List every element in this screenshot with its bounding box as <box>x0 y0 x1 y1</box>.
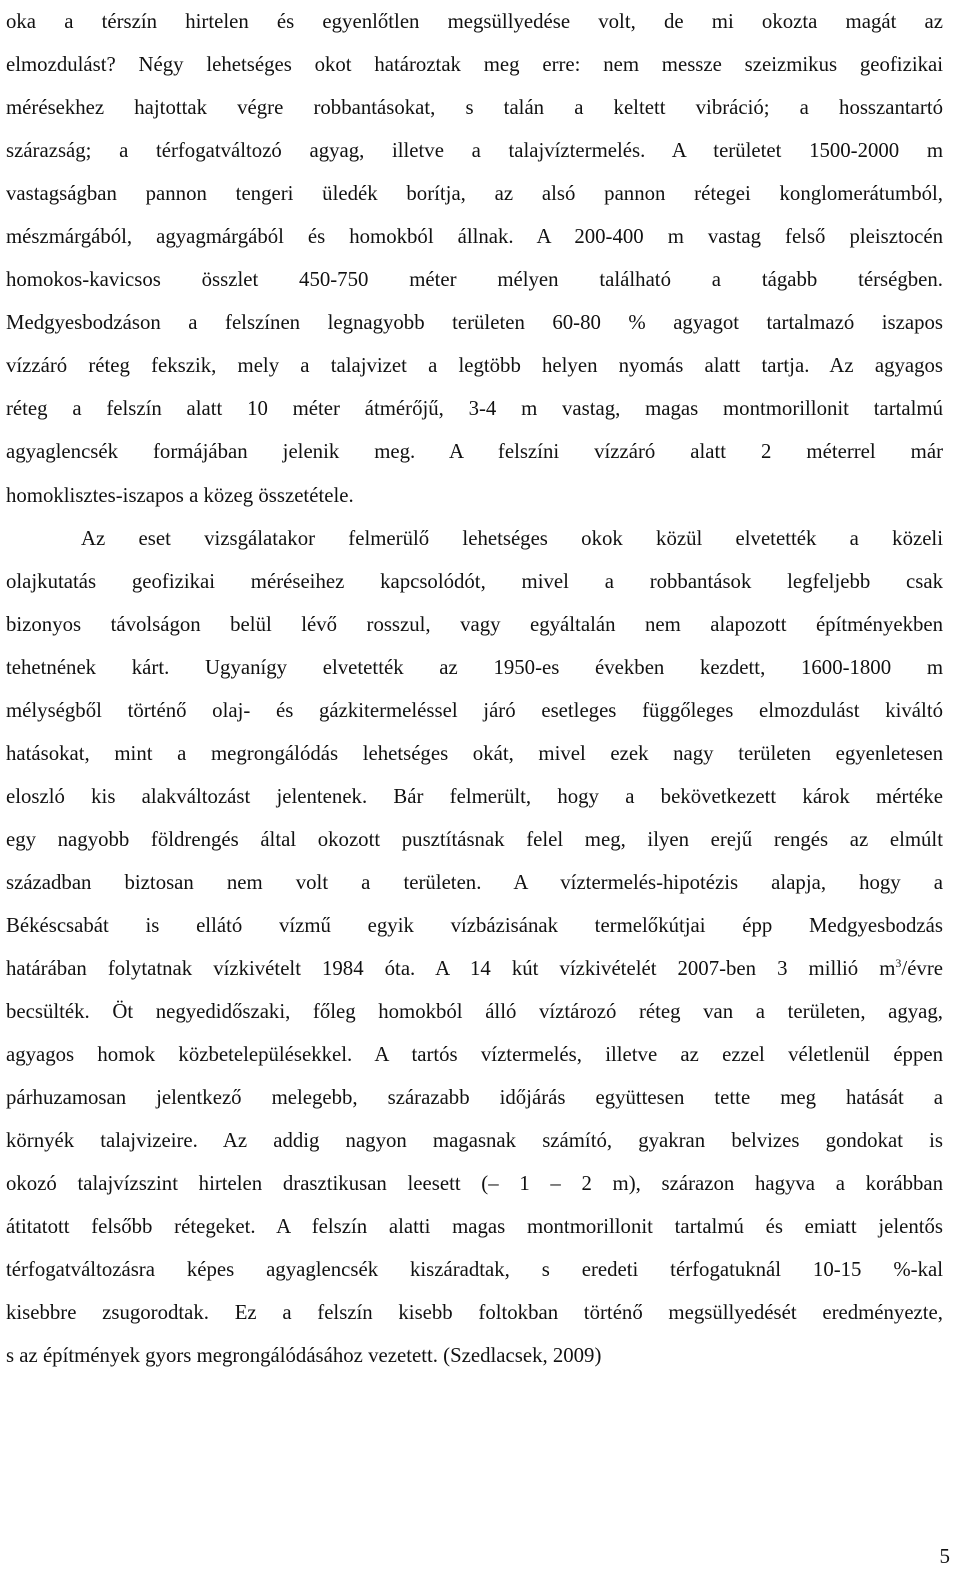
text-line: mészmárgából, agyagmárgából és homokból állnak. A 200-400 m vastag felső pleisztocén <box>6 225 943 249</box>
text-line: oka a térszín hirtelen és egyenlőtlen megsüllyedése volt, de mi okozta magát az <box>6 10 943 33</box>
text-line: olajkutatás geofizikai méréseihez kapcsolódót, mivel a robbantások legfeljebb csak <box>6 569 943 593</box>
text-line: vízzáró réteg fekszik, mely a talajvizet a legtöbb helyen nyomás alatt tartja. Az agyagos <box>6 354 943 378</box>
text-line: Medgyesbodzáson a felszínen legnagyobb területen 60-80 % agyagot tartalmazó iszapos <box>6 311 943 335</box>
text-line: bizonyos távolságon belül lévő rosszul, vagy egyáltalán nem alapozott építményekben <box>6 612 943 636</box>
superscript: 3 <box>895 956 902 971</box>
text-line: okozó talajvízszint hirtelen drasztikusan leesett (– 1 – 2 m), szárazon hagyva a korábban <box>6 1172 943 1196</box>
text-line: becsülték. Öt negyedidőszaki, főleg homokból álló víztározó réteg van a területen, agyag, <box>6 1000 943 1024</box>
page-number: 5 <box>939 1544 950 1568</box>
text-line: homoklisztes-iszapos a közeg összetétele. <box>6 483 354 507</box>
text-line: homokos-kavicsos összlet 450-750 méter mélyen található a tágabb térségben. <box>6 268 943 292</box>
text-line: réteg a felszín alatt 10 méter átmérőjű, 3-4 m vastag, magas montmorillonit tartalmú <box>6 397 943 421</box>
text-line: agyagos homok közbetelepülésekkel. A tartós víztermelés, illetve az ezzel véletlenül éppen <box>6 1043 943 1067</box>
text-line: elmozdulást? Négy lehetséges okot határoztak meg erre: nem messze szeizmikus geofizikai <box>6 53 943 77</box>
text-line: vastagságban pannon tengeri üledék borítja, az alsó pannon rétegei konglomerátumból, <box>6 182 943 206</box>
text-line: környék talajvizeire. Az addig nagyon magasnak számító, gyakran belvizes gondokat is <box>6 1129 943 1153</box>
text-line: kisebbre zsugorodtak. Ez a felszín kisebb foltokban történő megsüllyedését eredményezte, <box>6 1301 943 1325</box>
text-line: mérésekhez hajtottak végre robbantásokat, s talán a keltett vibráció; a hosszantartó <box>6 96 943 120</box>
text-line <box>6 947 943 990</box>
text-line: században biztosan nem volt a területen. A víztermelés-hipotézis alapja, hogy a <box>6 870 943 894</box>
text-line: térfogatváltozásra képes agyaglencsék kiszáradtak, s eredeti térfogatuknál 10-15 %-kal <box>6 1258 943 1282</box>
text-line: párhuzamosan jelentkező melegebb, szárazabb időjárás együttesen tette meg hatását a <box>6 1086 943 1110</box>
text-line: hatásokat, mint a megrongálódás lehetséges okát, mivel ezek nagy területen egyenletesen <box>6 741 943 765</box>
text-line: egy nagyobb földrengés által okozott pusztításnak felel meg, ilyen erejű rengés az elmúlt <box>6 827 943 851</box>
text-segment: /évre <box>901 957 943 981</box>
text-line: Békéscsabát is ellátó vízmű egyik vízbázisának termelőkútjai épp Medgyesbodzás <box>6 913 943 937</box>
text-line: Az eset vizsgálatakor felmerülő lehetséges okok közül elvetették a közeli <box>81 526 943 550</box>
text-line: átitatott felsőbb rétegeket. A felszín alatti magas montmorillonit tartalmú és emiatt jelentős <box>6 1215 943 1239</box>
text-segment: határában folytatnak vízkivételt 1984 óta. A 14 kút vízkivételét 2007-ben 3 millió m <box>6 957 896 981</box>
body-text <box>6 0 943 1378</box>
text-line: szárazság; a térfogatváltozó agyag, illetve a talajvíztermelés. A területet 1500-2000 m <box>6 139 943 163</box>
text-line: s az építmények gyors megrongálódásához vezetett. (Szedlacsek, 2009) <box>6 1344 602 1368</box>
text-line: eloszló kis alakváltozást jelentenek. Bár felmerült, hogy a bekövetkezett károk mértéke <box>6 784 943 808</box>
text-line: mélységből történő olaj- és gázkitermeléssel járó esetleges függőleges elmozdulást kiváltó <box>6 698 943 722</box>
text-line: tehetnének kárt. Ugyanígy elvetették az 1950-es években kezdett, 1600-1800 m <box>6 655 943 679</box>
text-line: agyaglencsék formájában jelenik meg. A felszíni vízzáró alatt 2 méterrel már <box>6 440 943 464</box>
